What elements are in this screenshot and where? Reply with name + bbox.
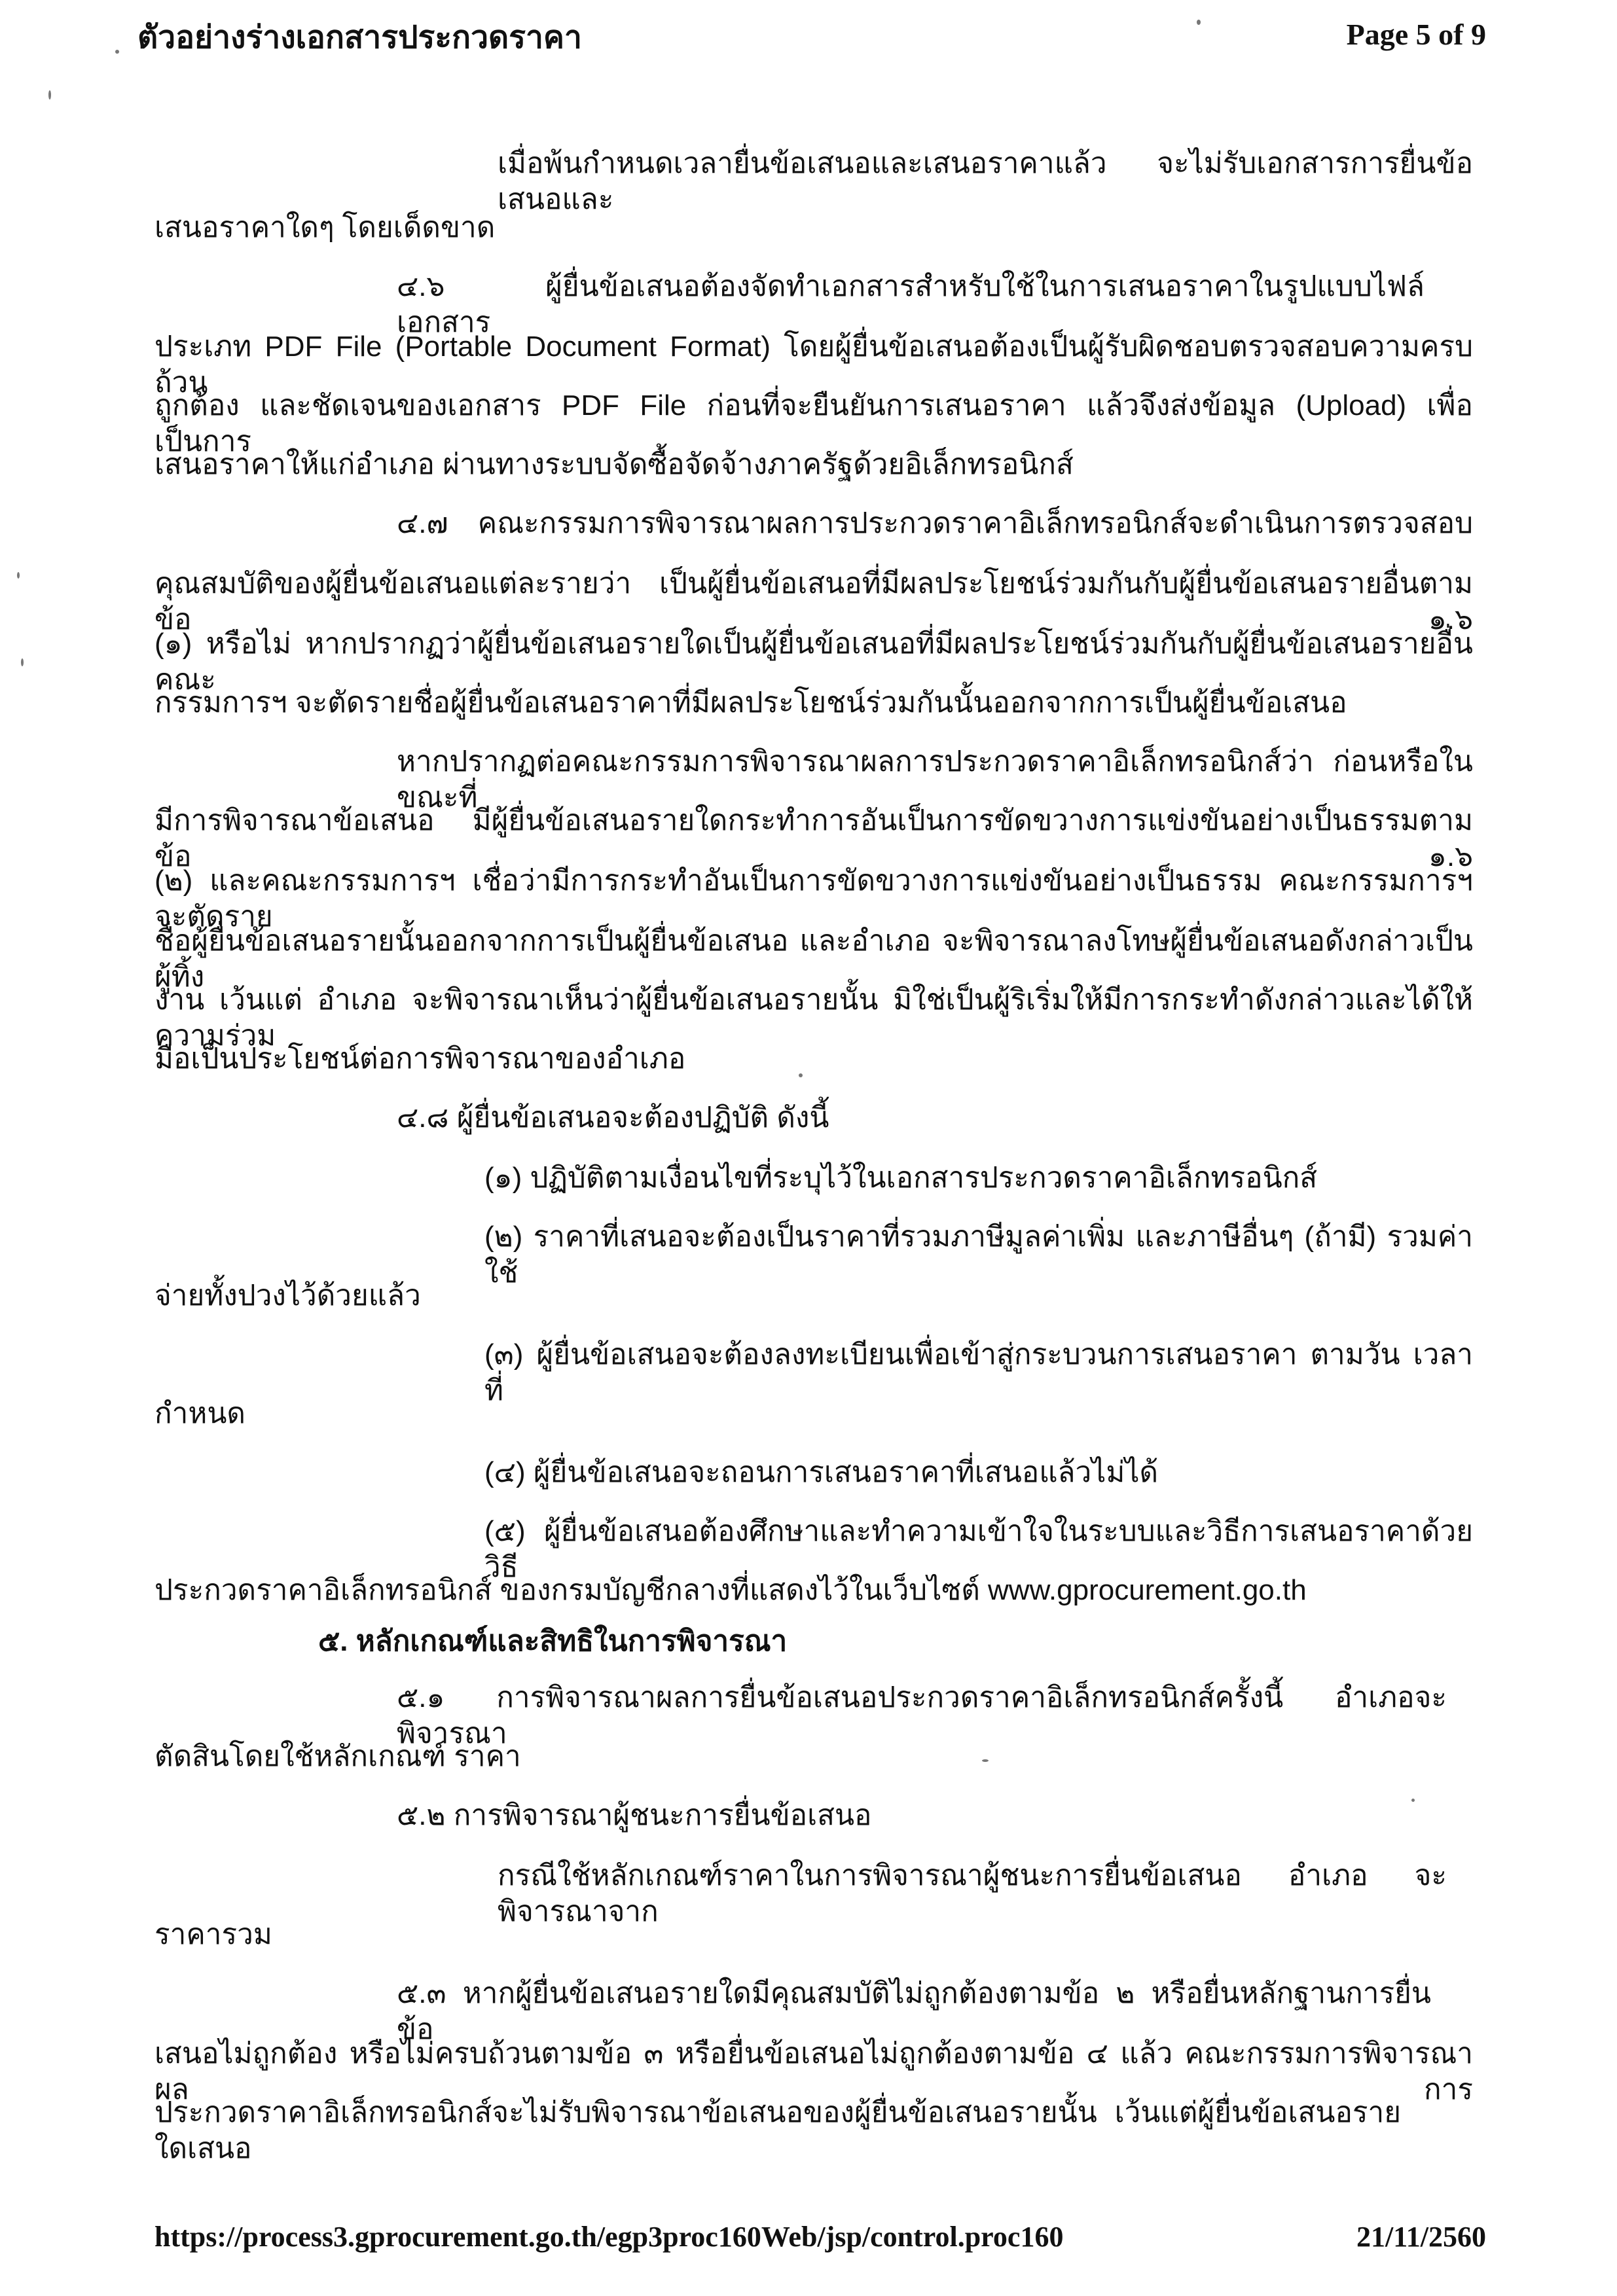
body-line-22: กำหนด: [154, 1397, 246, 1429]
scan-speck: [115, 50, 119, 54]
scan-speck: [799, 1073, 803, 1077]
body-line-11: หากปรากฏต่อคณะกรรมการพิจารณาผลการประกวดราคาอิเล็กทรอนิกส์ว่า ก่อนหรือในขณะที่: [397, 745, 1473, 814]
body-line-19: (๒) ราคาที่เสนอจะต้องเป็นราคาที่รวมภาษีมูลค่าเพิ่ม และภาษีอื่นๆ (ถ้ามี) รวมค่าใช้: [484, 1221, 1473, 1289]
body-line-15: งาน เว้นแต่ อำเภอ จะพิจารณาเห็นว่าผู้ยื่นข้อเสนอรายนั้น มิใช่เป็นผู้ริเริ่มให้มีการกระทำดังกล่าวและได้ให้ความร่วม: [154, 984, 1473, 1052]
body-line-28: ตัดสินโดยใช้หลักเกณฑ์ ราคา: [154, 1740, 521, 1772]
body-line-5: ถูกต้อง และชัดเจนของเอกสาร PDF File ก่อนที่จะยืนยันการเสนอราคา แล้วจึงส่งข้อมูล (Upload) เพื่อเป็นการ: [154, 389, 1473, 457]
body-line-9: (๑) หรือไม่ หากปรากฏว่าผู้ยื่นข้อเสนอรายใดเป็นผู้ยื่นข้อเสนอที่มีผลประโยชน์ร่วมกันกับผู้ยื่นข้อเสนอรายอื่น คณะ: [154, 628, 1473, 696]
body-line-27: ๕.๑ การพิจารณาผลการยื่นข้อเสนอประกวดราคาอิเล็กทรอนิกส์ครั้งนี้ อำเภอจะพิจารณา: [397, 1681, 1447, 1749]
body-line-16: มือเป็นประโยชน์ต่อการพิจารณาของอำเภอ: [154, 1043, 686, 1075]
section-heading-5: ๕. หลักเกณฑ์และสิทธิในการพิจารณา: [318, 1625, 788, 1657]
body-line-10: กรรมการฯ จะตัดรายชื่อผู้ยื่นข้อเสนอราคาที่มีผลประโยชน์ร่วมกันนั้นออกจากการเป็นผู้ยื่นข้อเสนอ: [154, 687, 1347, 719]
body-line-25: ประกวดราคาอิเล็กทรอนิกส์ ของกรมบัญชีกลางที่แสดงไว้ในเว็บไซต์ www.gprocurement.go.th: [154, 1574, 1307, 1606]
body-line-3: ๔.๖ ผู้ยื่นข้อเสนอต้องจัดทำเอกสารสำหรับใช้ในการเสนอราคาในรูปแบบไฟล์เอกสาร: [397, 270, 1425, 338]
body-line-32: ๕.๓ หากผู้ยื่นข้อเสนอรายใดมีคุณสมบัติไม่ถูกต้องตามข้อ ๒ หรือยื่นหลักฐานการยื่นข้อ: [397, 1977, 1431, 2045]
body-line-13: (๒) และคณะกรรมการฯ เชื่อว่ามีการกระทำอันเป็นการขัดขวางการแข่งขันอย่างเป็นธรรม คณะกรรมการฯ จะตัดราย: [154, 865, 1473, 933]
body-line-8: คุณสมบัติของผู้ยื่นข้อเสนอแต่ละรายว่า เป็นผู้ยื่นข้อเสนอที่มีผลประโยชน์ร่วมกันกับผู้ยื่นข้อเสนอรายอื่นตามข้อ ๑.๖: [154, 567, 1473, 636]
scan-speck: [982, 1759, 989, 1762]
body-line-14: ชื่อผู้ยื่นข้อเสนอรายนั้นออกจากการเป็นผู้ยื่นข้อเสนอ และอำเภอ จะพิจารณาลงโทษผู้ยื่นข้อเสนอดังกล่าวเป็นผู้ทิ้ง: [154, 925, 1473, 993]
body-line-18: (๑) ปฏิบัติตามเงื่อนไขที่ระบุไว้ในเอกสารประกวดราคาอิเล็กทรอนิกส์: [484, 1162, 1318, 1194]
body-line-6: เสนอราคาให้แก่อำเภอ ผ่านทางระบบจัดซื้อจัดจ้างภาครัฐด้วยอิเล็กทรอนิกส์: [154, 448, 1074, 480]
scan-speck: [1411, 1799, 1415, 1802]
body-line-34: ประกวดราคาอิเล็กทรอนิกส์จะไม่รับพิจารณาข้อเสนอของผู้ยื่นข้อเสนอรายนั้น เว้นแต่ผู้ยื่นข้อเสนอรายใดเสนอ: [154, 2096, 1401, 2164]
body-line-2: เสนอราคาใดๆ โดยเด็ดขาด: [154, 211, 496, 243]
body-line-17: ๔.๘ ผู้ยื่นข้อเสนอจะต้องปฏิบัติ ดังนี้: [397, 1102, 829, 1134]
scan-speck: [17, 572, 20, 579]
body-line-24: (๕) ผู้ยื่นข้อเสนอต้องศึกษาและทำความเข้าใจในระบบและวิธีการเสนอราคาด้วยวิธี: [484, 1515, 1473, 1583]
body-line-20: จ่ายทั้งปวงไว้ด้วยแล้ว: [154, 1280, 421, 1312]
body-line-7: ๔.๗ คณะกรรมการพิจารณาผลการประกวดราคาอิเล็กทรอนิกส์จะดำเนินการตรวจสอบ: [397, 507, 1473, 539]
body-line-29: ๕.๒ การพิจารณาผู้ชนะการยื่นข้อเสนอ: [397, 1799, 872, 1831]
body-line-23: (๔) ผู้ยื่นข้อเสนอจะถอนการเสนอราคาที่เสนอแล้วไม่ได้: [484, 1456, 1159, 1488]
body-line-31: ราคารวม: [154, 1918, 272, 1950]
footer-url: https://process3.gprocurement.go.th/egp3proc160Web/jsp/control.proc160: [154, 2221, 1064, 2253]
footer-date: 21/11/2560: [1356, 2221, 1486, 2253]
body-line-33: เสนอไม่ถูกต้อง หรือไม่ครบถ้วนตามข้อ ๓ หรือยื่นข้อเสนอไม่ถูกต้องตามข้อ ๔ แล้ว คณะกรรมการพิจารณาผล การ: [154, 2037, 1473, 2106]
body-line-30: กรณีใช้หลักเกณฑ์ราคาในการพิจารณาผู้ชนะการยื่นข้อเสนอ อำเภอ จะพิจารณาจาก: [498, 1859, 1447, 1928]
scan-speck: [21, 658, 24, 666]
body-line-1: เมื่อพ้นกำหนดเวลายื่นข้อเสนอและเสนอราคาแล้ว จะไม่รับเอกสารการยื่นข้อเสนอและ: [498, 147, 1473, 215]
scan-speck: [48, 90, 51, 99]
scan-speck: [1197, 20, 1201, 25]
body-line-4: ประเภท PDF File (Portable Document Format) โดยผู้ยื่นข้อเสนอต้องเป็นผู้รับผิดชอบตรวจสอบความครบถ้วน: [154, 331, 1473, 399]
page-number: Page 5 of 9: [1346, 18, 1486, 51]
body-line-21: (๓) ผู้ยื่นข้อเสนอจะต้องลงทะเบียนเพื่อเข้าสู่กระบวนการเสนอราคา ตามวัน เวลา ที่: [484, 1338, 1473, 1407]
body-line-12: มีการพิจารณาข้อเสนอ มีผู้ยื่นข้อเสนอรายใดกระทำการอันเป็นการขัดขวางการแข่งขันอย่างเป็นธรรมตามข้อ ๑.๖: [154, 804, 1473, 872]
document-title: ตัวอย่างร่างเอกสารประกวดราคา: [137, 20, 582, 55]
